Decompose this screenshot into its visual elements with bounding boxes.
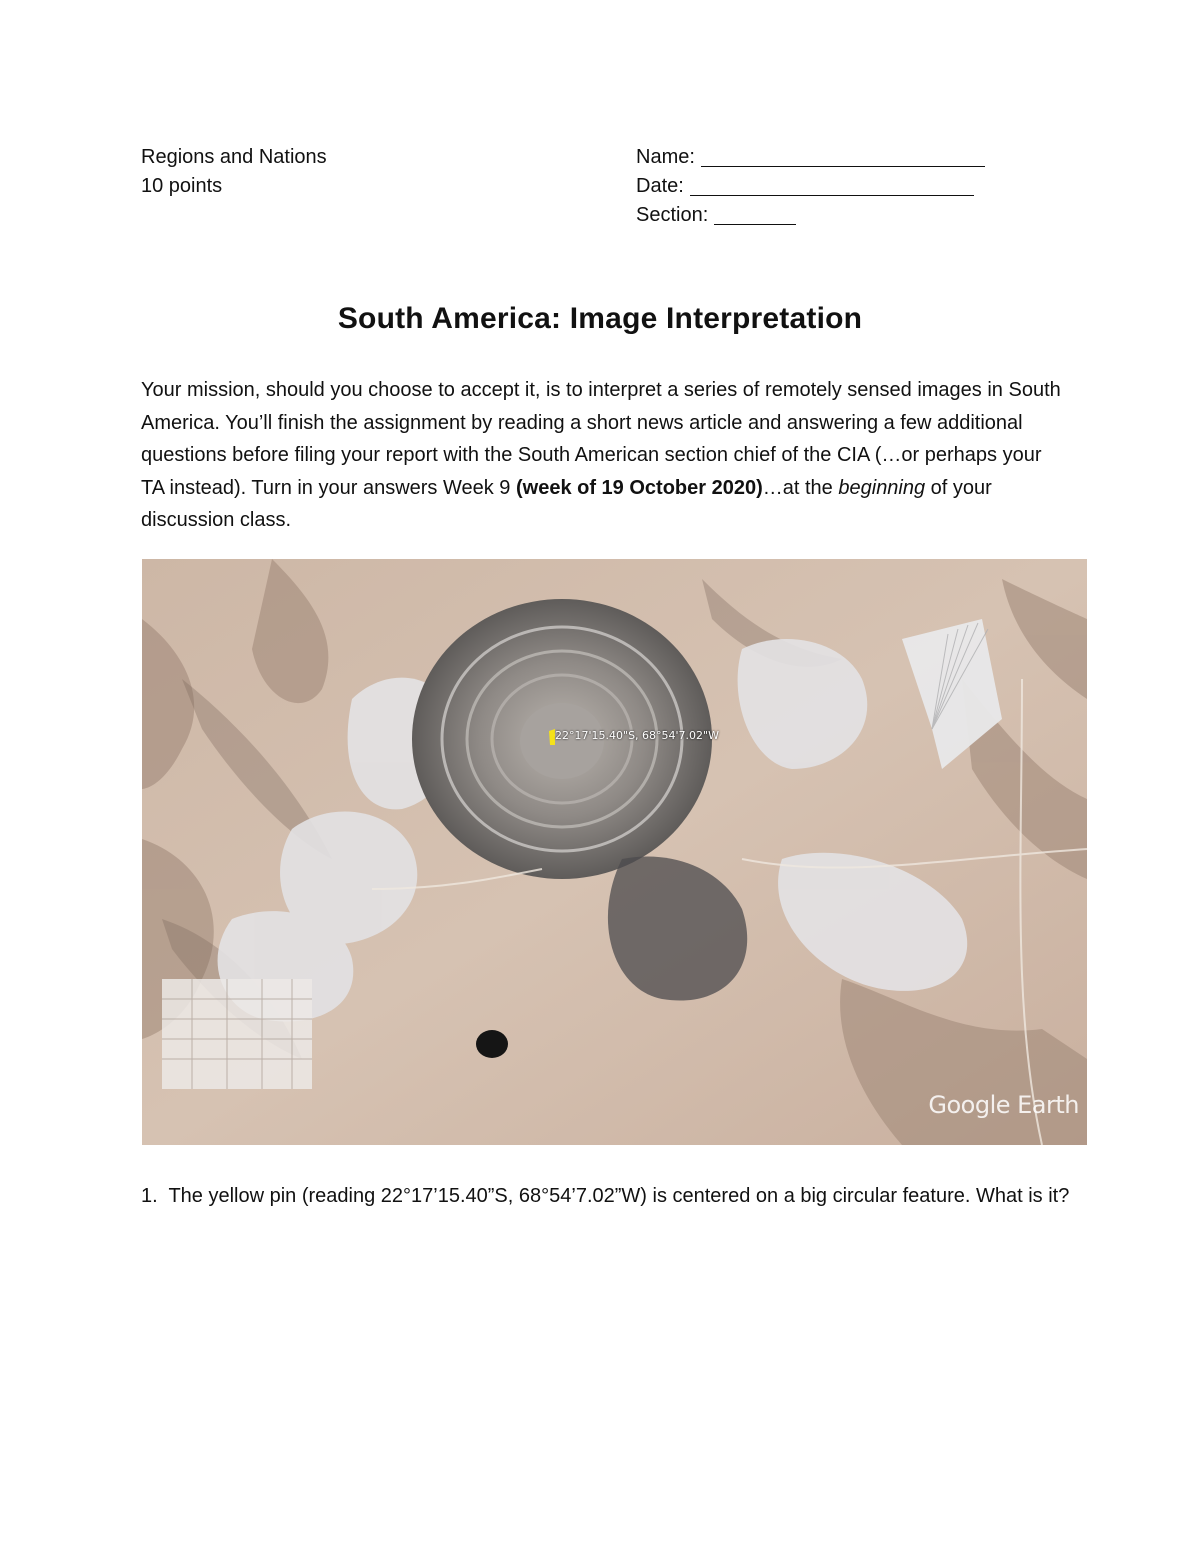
intro-due-date: (week of 19 October 2020) — [515, 476, 763, 499]
pin-coordinate-label: 22°17'15.40"S, 68°54'7.02"W — [555, 729, 719, 742]
page-title: South America: Image Interpretation — [337, 302, 863, 335]
date-row — [636, 172, 985, 201]
section-label: Section: — [636, 204, 709, 226]
google-earth-watermark: Google Earth — [928, 1091, 1079, 1119]
intro-emphasis: beginning — [838, 476, 926, 499]
satellite-image — [142, 559, 1087, 1145]
intro-text-1: Your mission, should you choose to accept it, is to interpret a series of remotely sensed images in South America. You’ll finish the assignment by reading a short news article and answering a few additional questions before filing your report with the South American section chief of the CIA (…or perhaps your TA instead). Turn in your answers Week 9 — [141, 379, 1061, 499]
intro-paragraph — [141, 374, 1061, 537]
question-number: 1. — [141, 1185, 158, 1207]
satellite-image-graphic — [142, 559, 1087, 1145]
section-row — [636, 201, 985, 230]
course-name: Regions and Nations — [141, 146, 327, 168]
header-left — [141, 143, 327, 201]
date-blank[interactable] — [690, 175, 974, 196]
intro-text-3: of your discussion class. — [141, 476, 992, 531]
name-blank[interactable] — [701, 146, 985, 167]
intro-text-2: …at the — [762, 476, 839, 499]
section-blank[interactable] — [714, 204, 796, 225]
points-value: 10 points — [141, 175, 223, 197]
date-label: Date: — [636, 175, 684, 197]
question-text: The yellow pin (reading 22°17’15.40”S, 68°54’7.02”W) is centered on a big circular feature. What is it? — [168, 1185, 1070, 1207]
name-label: Name: — [636, 146, 695, 168]
header-right — [636, 143, 985, 230]
name-row — [636, 143, 985, 172]
question-1 — [141, 1180, 1081, 1212]
